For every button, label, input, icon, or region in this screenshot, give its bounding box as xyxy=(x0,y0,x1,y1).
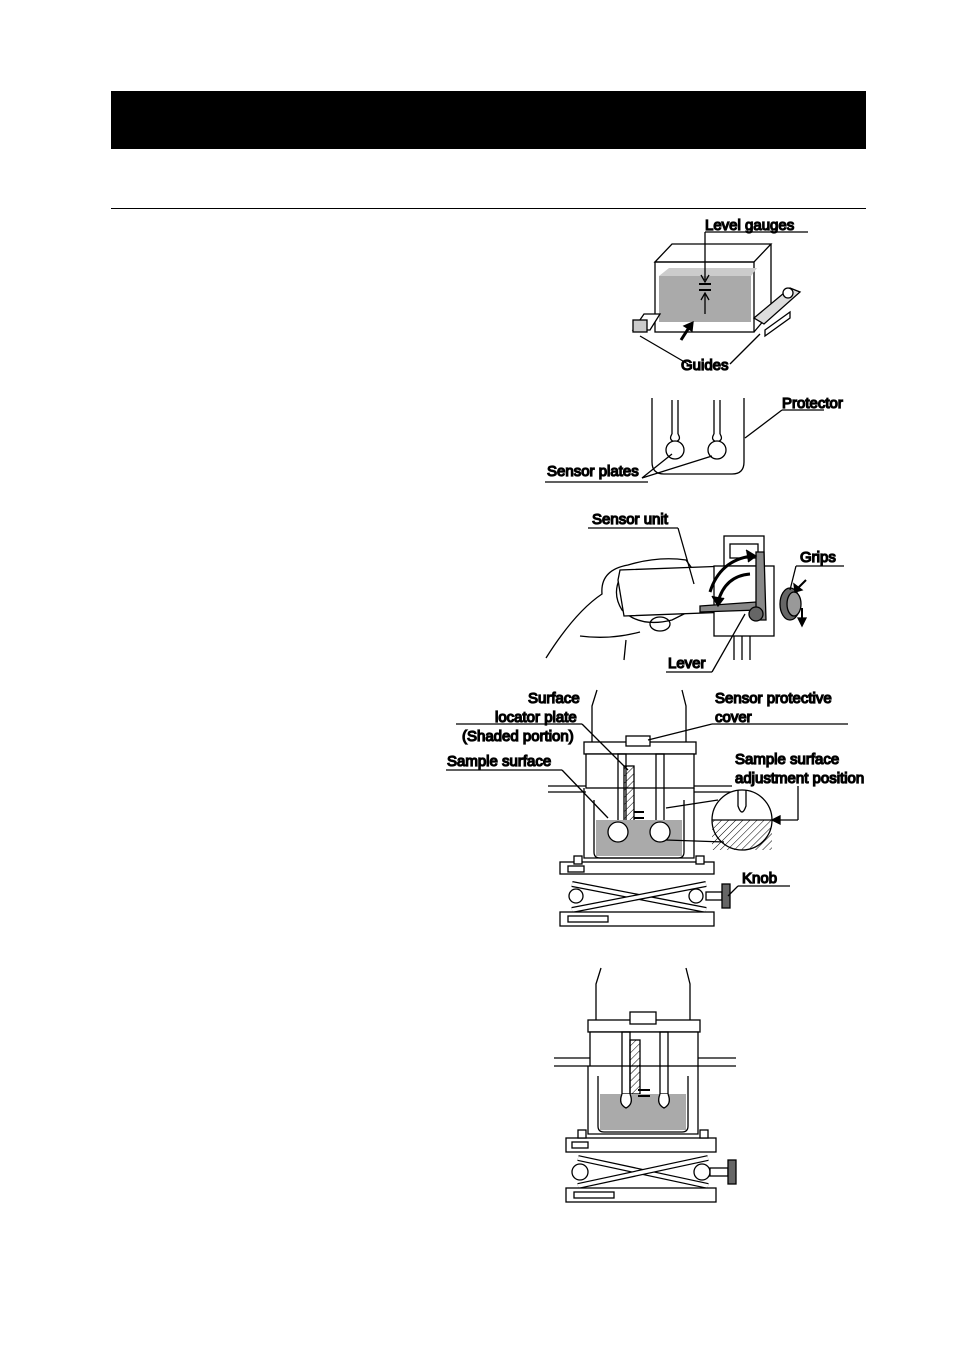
label-guides: Guides xyxy=(681,357,729,374)
label-protector: Protector xyxy=(782,395,843,412)
label-surface-2: locator plate xyxy=(495,709,577,726)
label-level-gauges: Level gauges xyxy=(705,217,795,234)
label-protective-2: cover xyxy=(715,709,752,726)
label-adjust-2: adjustment position xyxy=(735,770,865,787)
label-surface-1: Surface xyxy=(528,690,580,707)
setup-figure-final xyxy=(554,968,736,1202)
label-surface-3: (Shaded portion) xyxy=(462,728,574,745)
label-sensor-unit: Sensor unit xyxy=(592,511,668,528)
container-figure xyxy=(633,232,808,364)
label-grips: Grips xyxy=(800,549,836,566)
label-lever: Lever xyxy=(668,655,706,672)
label-sample-surface: Sample surface xyxy=(447,753,552,770)
label-sensor-plates: Sensor plates xyxy=(547,463,639,480)
label-protective-1: Sensor protective xyxy=(715,690,832,707)
label-adjust-1: Sample surface xyxy=(735,751,840,768)
label-knob: Knob xyxy=(742,870,778,887)
